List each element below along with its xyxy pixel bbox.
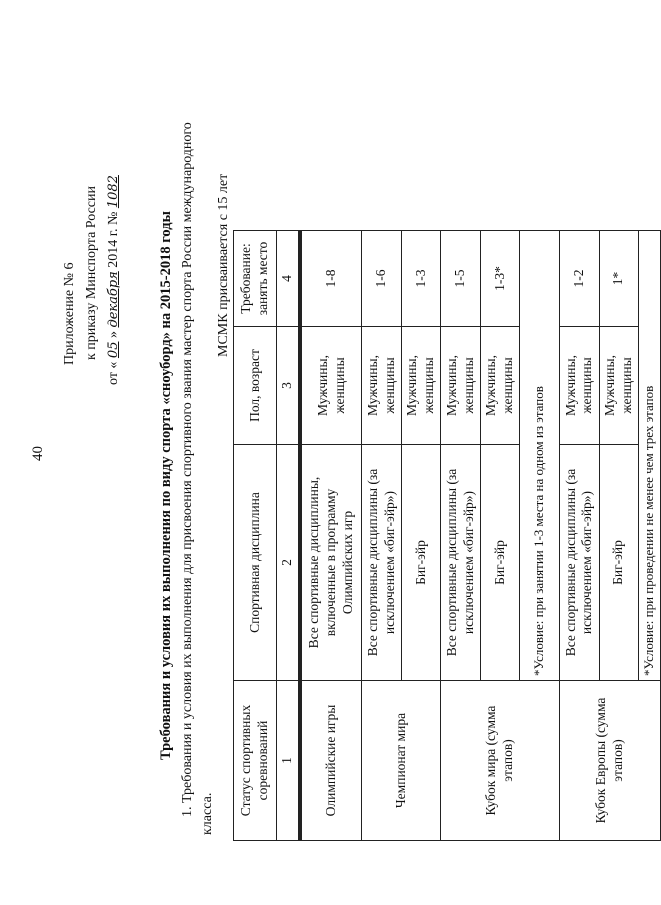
table-row [300, 231, 362, 841]
date-day: 05 [106, 341, 121, 359]
place-cell: 1* [599, 231, 638, 327]
gender-cell: Мужчины, женщины [481, 327, 520, 445]
gender-cell: Мужчины, женщины [300, 327, 362, 445]
table-row [441, 231, 481, 841]
status-cell: Кубок мира (сумма этапов) [441, 681, 560, 841]
place-cell: 1-3 [402, 231, 441, 327]
condition-note: *Условие: при занятии 1-3 места на одном из этапов [519, 231, 559, 681]
appendix-date [106, 175, 122, 385]
table-row [362, 231, 402, 841]
discipline-cell: Биг-эйр [599, 445, 638, 681]
discipline-cell: Биг-эйр [402, 445, 441, 681]
gender-cell: Мужчины, женщины [559, 327, 599, 445]
discipline-cell: Все спортивные дисциплины, включенные в программу Олимпийских игр [300, 445, 362, 681]
status-cell: Олимпийские игры [300, 681, 362, 841]
section-heading-continued: класса. [200, 792, 215, 835]
status-cell: Чемпионат мира [362, 681, 441, 841]
header-gender: Пол, возраст [234, 327, 277, 445]
date-prefix: от « [106, 361, 121, 385]
gender-cell: Мужчины, женщины [441, 327, 481, 445]
date-month: декабря [106, 271, 121, 328]
place-cell: 1-8 [300, 231, 362, 327]
page-number: 40 [30, 446, 46, 461]
table-row [559, 231, 599, 841]
appendix-title: Приложение № 6 [62, 262, 77, 365]
condition-note: *Условие: при проведении не менее чем трех этапов [638, 231, 660, 681]
appendix-order: к приказу Минспорта России [84, 186, 99, 360]
column-number: 3 [277, 327, 300, 445]
discipline-cell: Все спортивные дисциплины (за исключением «биг-эйр») [441, 445, 481, 681]
header-place: Требование: занять место [234, 231, 277, 327]
discipline-cell: Биг-эйр [481, 445, 520, 681]
place-cell: 1-2 [559, 231, 599, 327]
age-note: МСМК присваивается с 15 лет [216, 173, 231, 357]
discipline-cell: Все спортивные дисциплины (за исключением «биг-эйр») [559, 445, 599, 681]
date-number: 1082 [106, 175, 121, 209]
gender-cell: Мужчины, женщины [362, 327, 402, 445]
document-title: Требования и условия их выполнения по виду спорта «сноуборд» на 2015-2018 годы [158, 211, 174, 760]
column-number: 4 [277, 231, 300, 327]
place-cell: 1-3* [481, 231, 520, 327]
table-number-row [277, 231, 300, 841]
status-cell: Кубок Европы (сумма этапов) [559, 681, 660, 841]
gender-cell: Мужчины, женщины [402, 327, 441, 445]
discipline-cell: Все спортивные дисциплины (за исключением «биг-эйр») [362, 445, 402, 681]
requirements-table [233, 230, 661, 841]
place-cell: 1-5 [441, 231, 481, 327]
column-number: 1 [277, 681, 300, 841]
section-heading: 1. Требования и условия их выполнения для присвоения спортивного звания мастер спорта России международного [180, 122, 195, 817]
column-number: 2 [277, 445, 300, 681]
place-cell: 1-6 [362, 231, 402, 327]
date-year: 2014 г. № [106, 211, 121, 268]
gender-cell: Мужчины, женщины [599, 327, 638, 445]
header-discipline: Спортивная дисциплина [234, 445, 277, 681]
table-header-row [234, 231, 277, 841]
header-status: Статус спортивных соревнований [234, 681, 277, 841]
date-mid: » [106, 331, 121, 339]
